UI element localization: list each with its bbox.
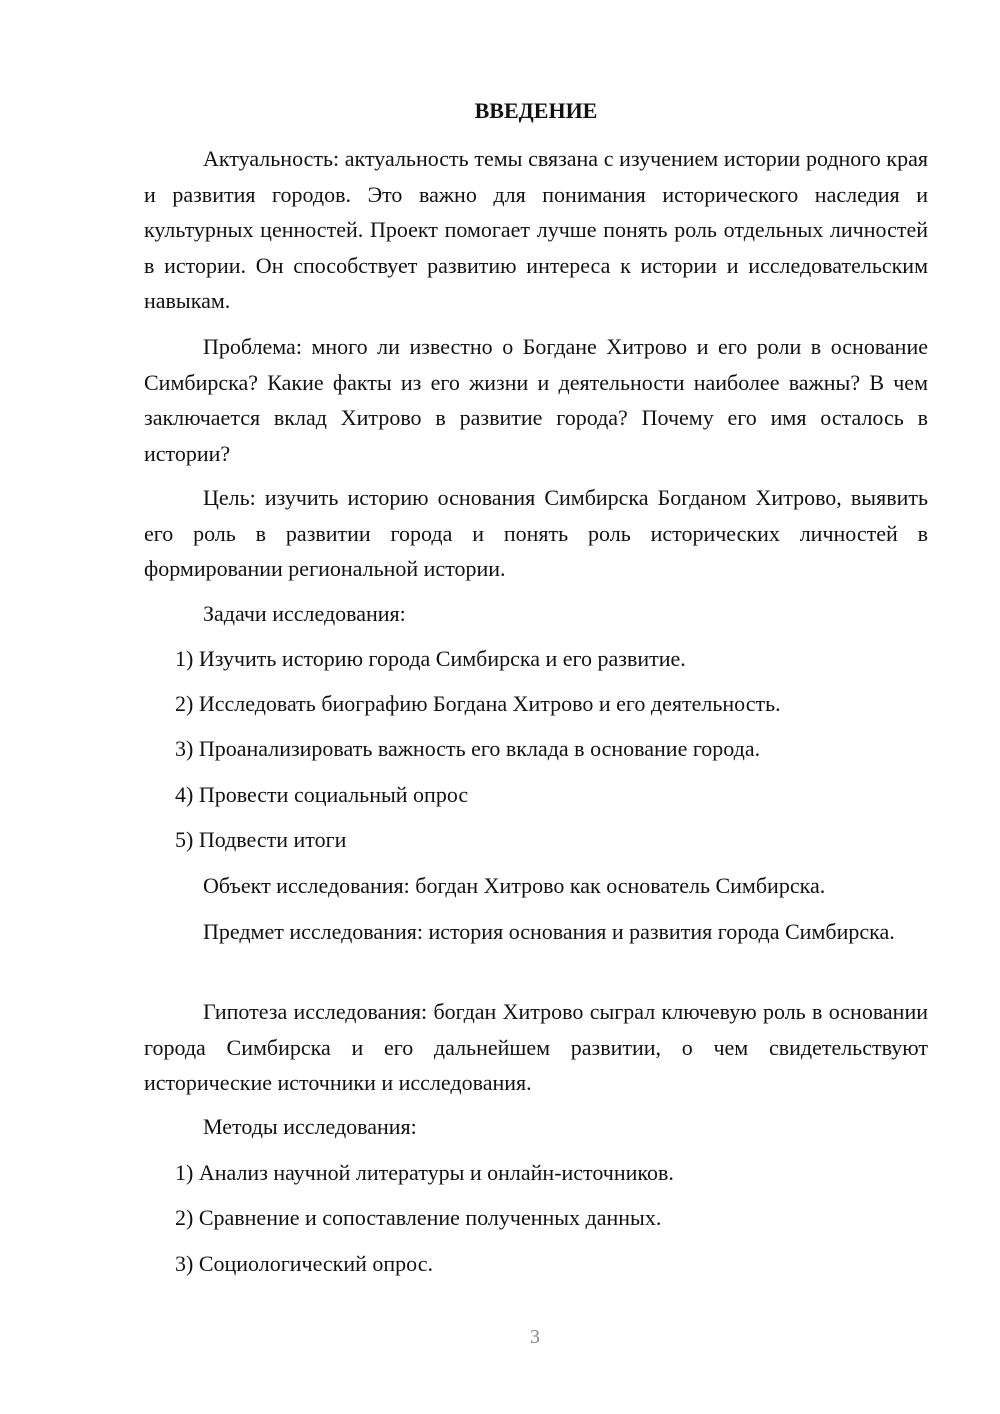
method-item: 1) Анализ научной литературы и онлайн-источников. bbox=[175, 1160, 674, 1185]
task-item: 1) Изучить историю города Симбирска и его развитие. bbox=[175, 646, 686, 671]
object-paragraph: Объект исследования: богдан Хитрово как основатель Симбирска. bbox=[203, 873, 826, 898]
task-item: 5) Подвести итоги bbox=[175, 827, 347, 852]
method-item: 2) Сравнение и сопоставление полученных данных. bbox=[175, 1205, 662, 1230]
page-number: 3 bbox=[530, 1326, 540, 1348]
goal-paragraph: Цель: изучить историю основания Симбирска Богданом Хитрово, выявить его роль в развитии города и понять роль исторических личностей в формировании региональной истории. bbox=[144, 485, 928, 581]
problem-paragraph: Проблема: много ли известно о Богдане Хитрово и его роли в основание Симбирска? Какие факты из его жизни и деятельности наиболее важны? В чем заключается вклад Хитрово в развитие города? Почему его имя осталось в истории? bbox=[144, 334, 928, 466]
task-item: 3) Проанализировать важность его вклада в основание города. bbox=[175, 736, 761, 761]
page-title: ВВЕДЕНИЕ bbox=[474, 98, 598, 123]
tasks-heading: Задачи исследования: bbox=[203, 601, 406, 626]
hypothesis-paragraph: Гипотеза исследования: богдан Хитрово сыграл ключевую роль в основании города Симбирска и его дальнейшем развитии, о чем свидетельствуют исторические источники и исследования. bbox=[144, 999, 928, 1095]
task-item: 4) Провести социальный опрос bbox=[175, 782, 469, 807]
subject-paragraph: Предмет исследования: история основания и развития города Симбирска. bbox=[203, 919, 895, 944]
relevance-paragraph: Актуальность: актуальность темы связана с изучением истории родного края и развития городов. Это важно для понимания исторического наследия и культурных ценностей. Проект помогает лучше понять роль отдельных личностей в истории. Он способствует развитию интереса к истории и исследовательским навыкам. bbox=[144, 146, 928, 313]
task-item: 2) Исследовать биографию Богдана Хитрово и его деятельность. bbox=[175, 691, 781, 716]
methods-heading: Методы исследования: bbox=[203, 1114, 417, 1139]
method-item: 3) Социологический опрос. bbox=[175, 1251, 433, 1276]
